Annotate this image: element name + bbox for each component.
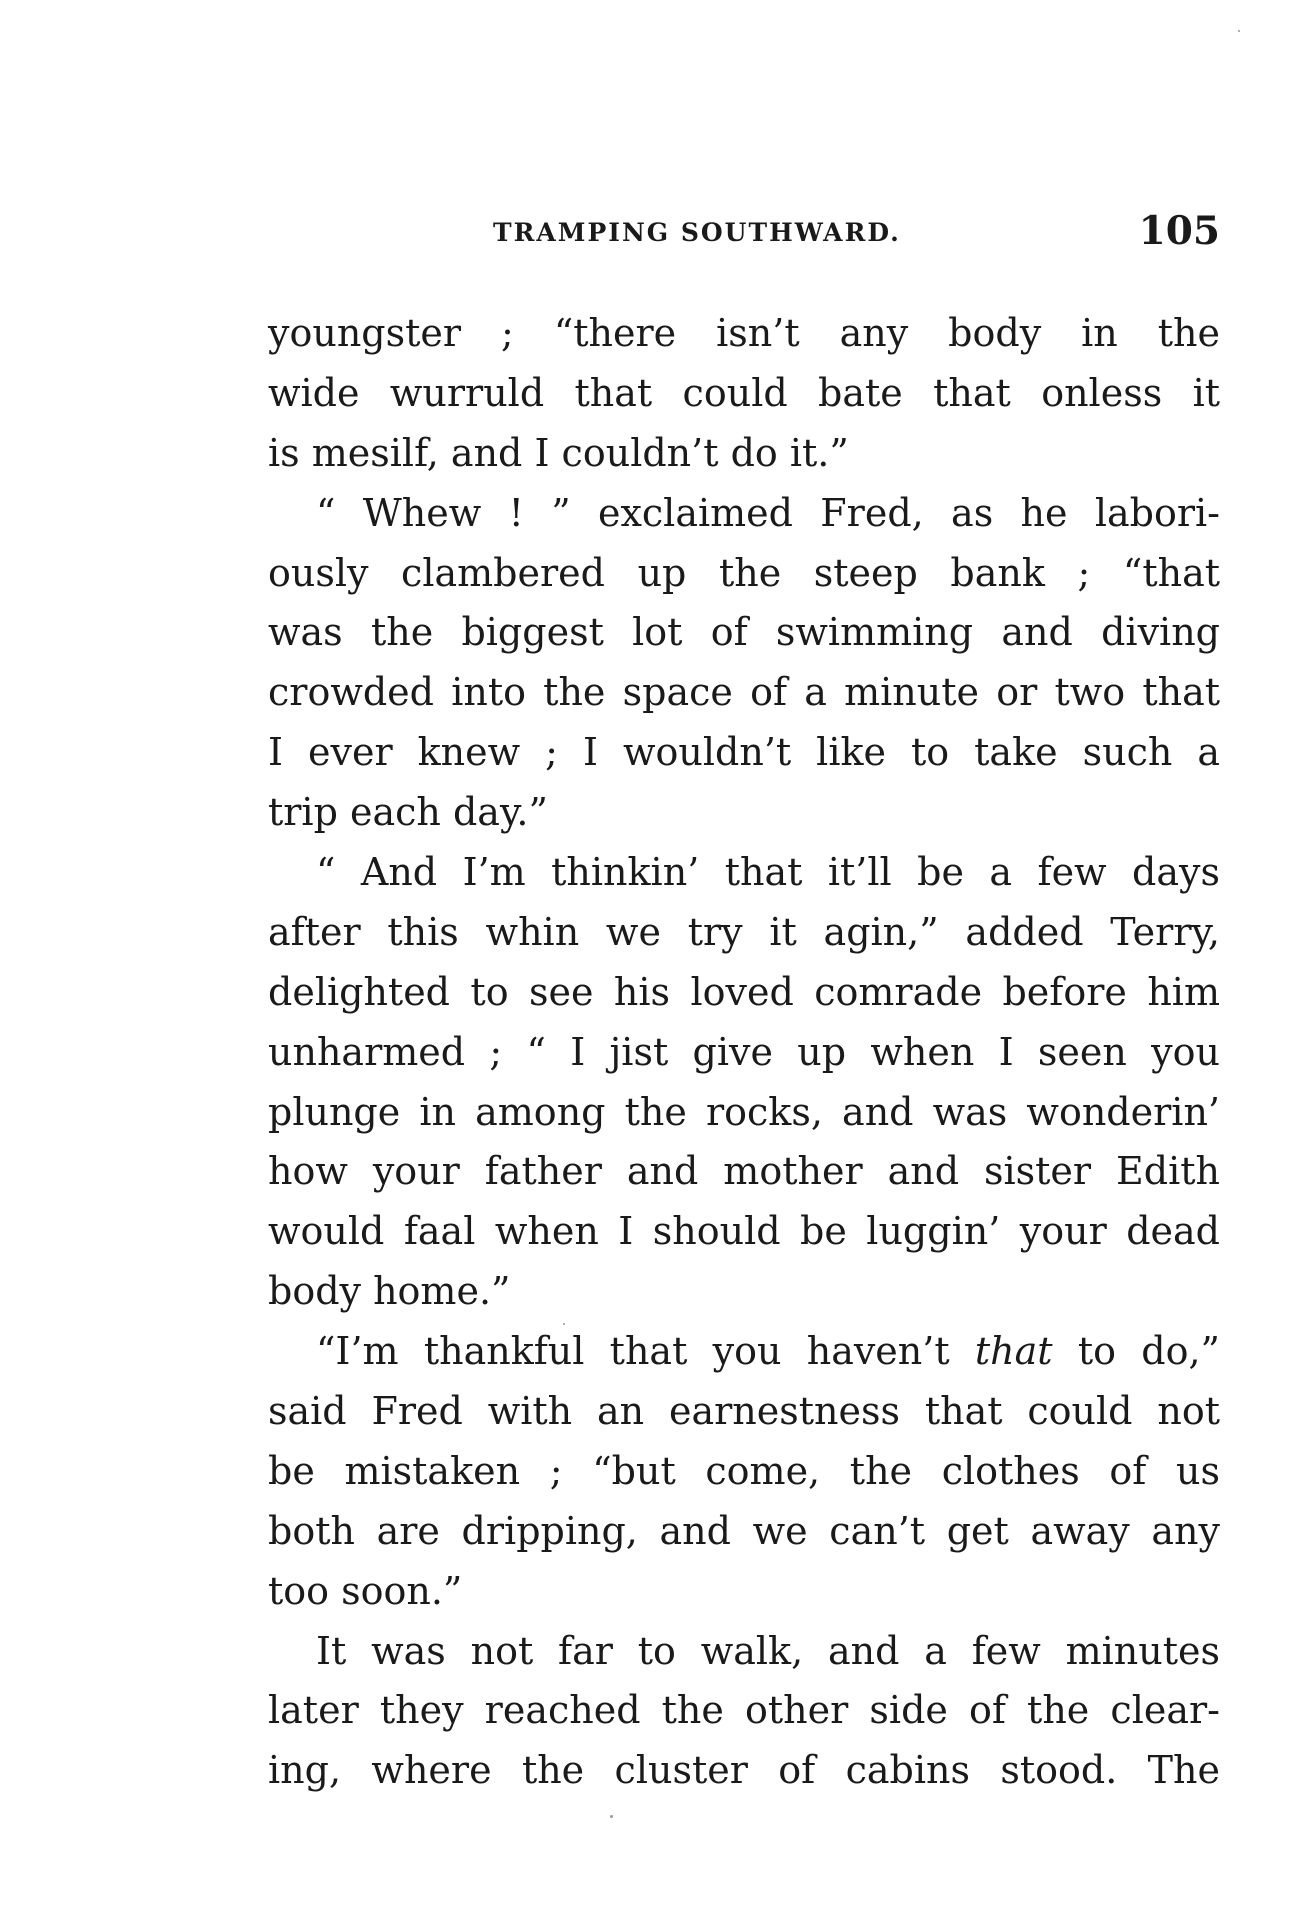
- text-line: later they reached the other side of the clear-: [268, 1688, 1220, 1733]
- page-header: [268, 208, 1220, 258]
- text-line: ing, where the cluster of cabins stood. The: [268, 1748, 1220, 1793]
- text-line: trip each day.”: [268, 790, 548, 835]
- text-line: after this whin we try it agin,” added Terry,: [268, 909, 1220, 954]
- text-line: unharmed ; “ I jist give up when I seen you: [268, 1029, 1220, 1074]
- text-line: how your father and mother and sister Edith: [268, 1149, 1220, 1194]
- italic-word: that: [974, 1329, 1053, 1374]
- text-line: “ And I’m thinkin’ that it’ll be a few days: [316, 850, 1220, 895]
- text-line: I ever knew ; I wouldn’t like to take such a: [268, 730, 1220, 775]
- text-line: is mesilf, and I couldn’t do it.”: [268, 430, 849, 475]
- text-line: body home.”: [268, 1269, 511, 1314]
- text-line: was the biggest lot of swimming and diving: [268, 610, 1220, 655]
- text-line-with-italic: [268, 1322, 1220, 1382]
- text-line: would faal when I should be luggin’ your dead: [268, 1209, 1220, 1254]
- text-line: It was not far to walk, and a few minutes: [316, 1628, 1220, 1673]
- text-line: delighted to see his loved comrade before him: [268, 969, 1220, 1014]
- page-number: 105: [1138, 208, 1220, 254]
- text-segment: “I’m thankful that you haven’t: [316, 1329, 950, 1374]
- text-line: both are dripping, and we can’t get away any: [268, 1508, 1220, 1553]
- paper-speck: [610, 1815, 613, 1818]
- running-head: TRAMPING SOUTHWARD.: [493, 218, 901, 247]
- text-line: too soon.”: [268, 1568, 463, 1613]
- paper-speck: [563, 1323, 565, 1325]
- text-line: be mistaken ; “but come, the clothes of us: [268, 1448, 1220, 1493]
- text-line: “ Whew ! ” exclaimed Fred, as he labori-: [316, 490, 1220, 535]
- paper-speck: [1238, 30, 1240, 32]
- body-text: [268, 304, 1220, 1801]
- text-segment: to do,”: [1077, 1329, 1220, 1374]
- text-line: crowded into the space of a minute or two that: [268, 670, 1220, 715]
- text-line: wide wurruld that could bate that onless it: [268, 370, 1220, 415]
- text-line: ously clambered up the steep bank ; “that: [268, 550, 1220, 595]
- text-line: said Fred with an earnestness that could not: [268, 1389, 1220, 1434]
- text-line: plunge in among the rocks, and was wonderin’: [268, 1089, 1220, 1134]
- text-line: youngster ; “there isn’t any body in the: [268, 311, 1220, 355]
